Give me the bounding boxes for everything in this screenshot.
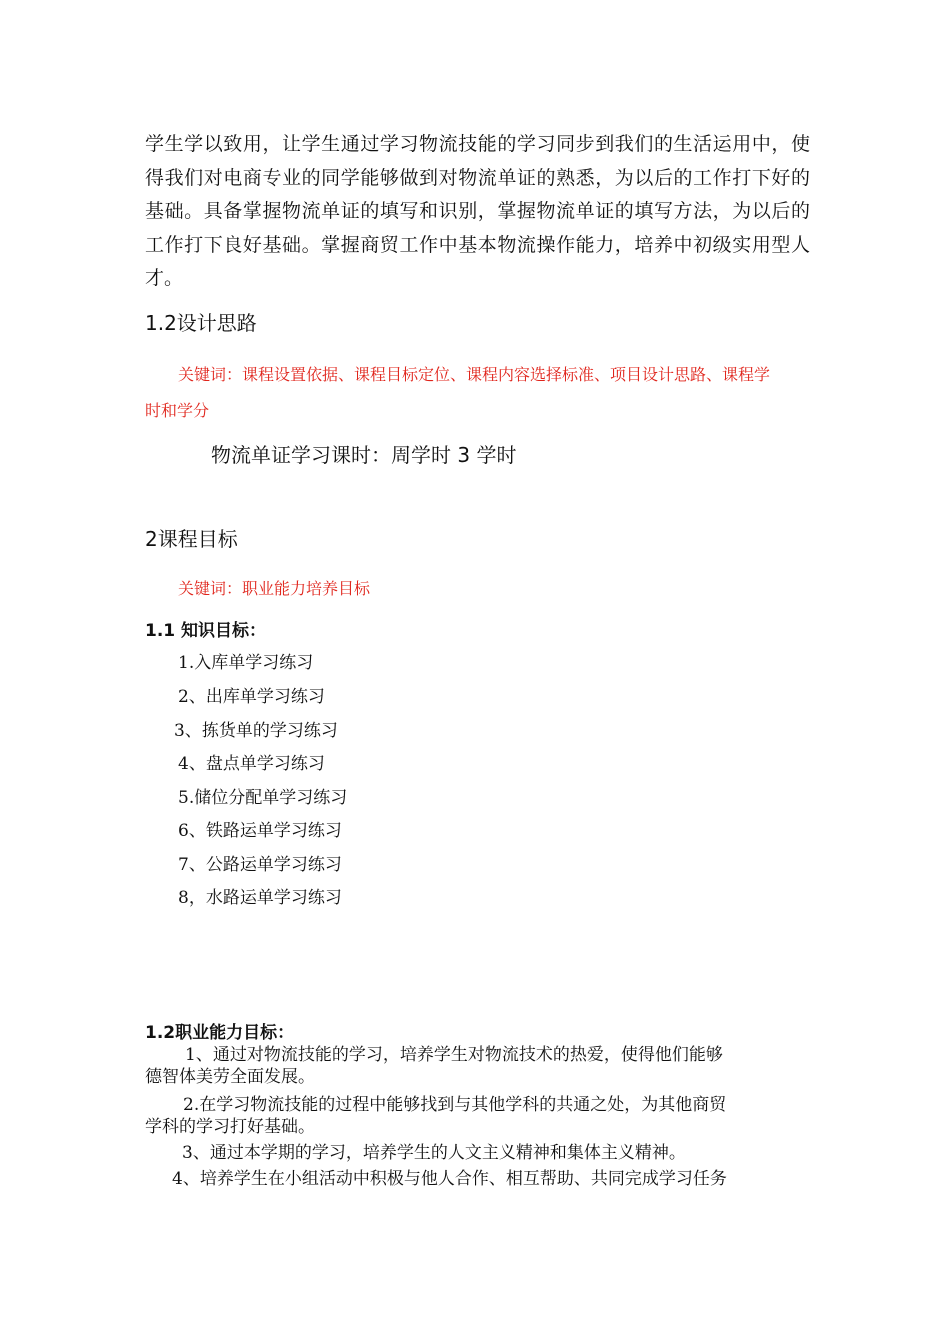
knowledge-goal-item: 3、拣货单的学习练习 — [174, 721, 338, 741]
knowledge-goal-item: 2、出库单学习练习 — [178, 687, 325, 707]
ability-goal-line: 1、通过对物流技能的学习，培养学生对物流技术的热爱，使得他们能够 — [185, 1045, 723, 1065]
intro-line: 得我们对电商专业的同学能够做到对物流单证的熟悉，为以后的工作打下好的 — [145, 166, 810, 189]
knowledge-goal-item: 6、铁路运单学习练习 — [178, 821, 342, 841]
knowledge-goal-item: 7、公路运单学习练习 — [178, 855, 342, 875]
knowledge-goal-item: 8，水路运单学习练习 — [178, 888, 342, 908]
knowledge-goal-item: 1.入库单学习练习 — [178, 653, 314, 673]
ability-goal-line: 学科的学习打好基础。 — [145, 1117, 315, 1137]
keywords-design-line: 时和学分 — [145, 401, 210, 420]
ability-goal-line: 德智体美劳全面发展。 — [145, 1067, 315, 1087]
knowledge-goal-item: 5.储位分配单学习练习 — [178, 788, 348, 808]
section-heading-goals: 2课程目标 — [145, 527, 238, 551]
ability-goal-item: 4、培养学生在小组活动中积极与他人合作、相互帮助、共同完成学习任务 — [172, 1169, 727, 1189]
course-hours: 物流单证学习课时：周学时 3 学时 — [211, 443, 517, 467]
keywords-goals: 关键词：职业能力培养目标 — [178, 579, 371, 598]
keywords-design-line: 关键词：课程设置依据、课程目标定位、课程内容选择标准、项目设计思路、课程学 — [178, 365, 771, 384]
section-heading-design: 1.2设计思路 — [145, 311, 257, 335]
ability-goal-line: 2.在学习物流技能的过程中能够找到与其他学科的共通之处，为其他商贸 — [183, 1095, 727, 1115]
intro-line: 才。 — [145, 267, 184, 289]
intro-line: 工作打下良好基础。掌握商贸工作中基本物流操作能力，培养中初级实用型人 — [145, 233, 810, 256]
ability-goal-item: 3、通过本学期的学习，培养学生的人文主义精神和集体主义精神。 — [182, 1143, 686, 1163]
knowledge-goal-item: 4、盘点单学习练习 — [178, 754, 325, 774]
ability-goal-item — [145, 1094, 726, 1138]
intro-line: 学生学以致用，让学生通过学习物流技能的学习同步到我们的生活运用中，使 — [145, 133, 810, 155]
intro-paragraph — [145, 128, 810, 296]
ability-goals-heading: 1.2职业能力目标： — [145, 1023, 295, 1043]
knowledge-goals-heading: 1.1 知识目标： — [145, 621, 267, 641]
ability-goal-item — [145, 1044, 723, 1088]
intro-line: 基础。具备掌握物流单证的填写和识别，掌握物流单证的填写方法，为以后的 — [145, 200, 810, 222]
keywords-design — [145, 357, 771, 429]
